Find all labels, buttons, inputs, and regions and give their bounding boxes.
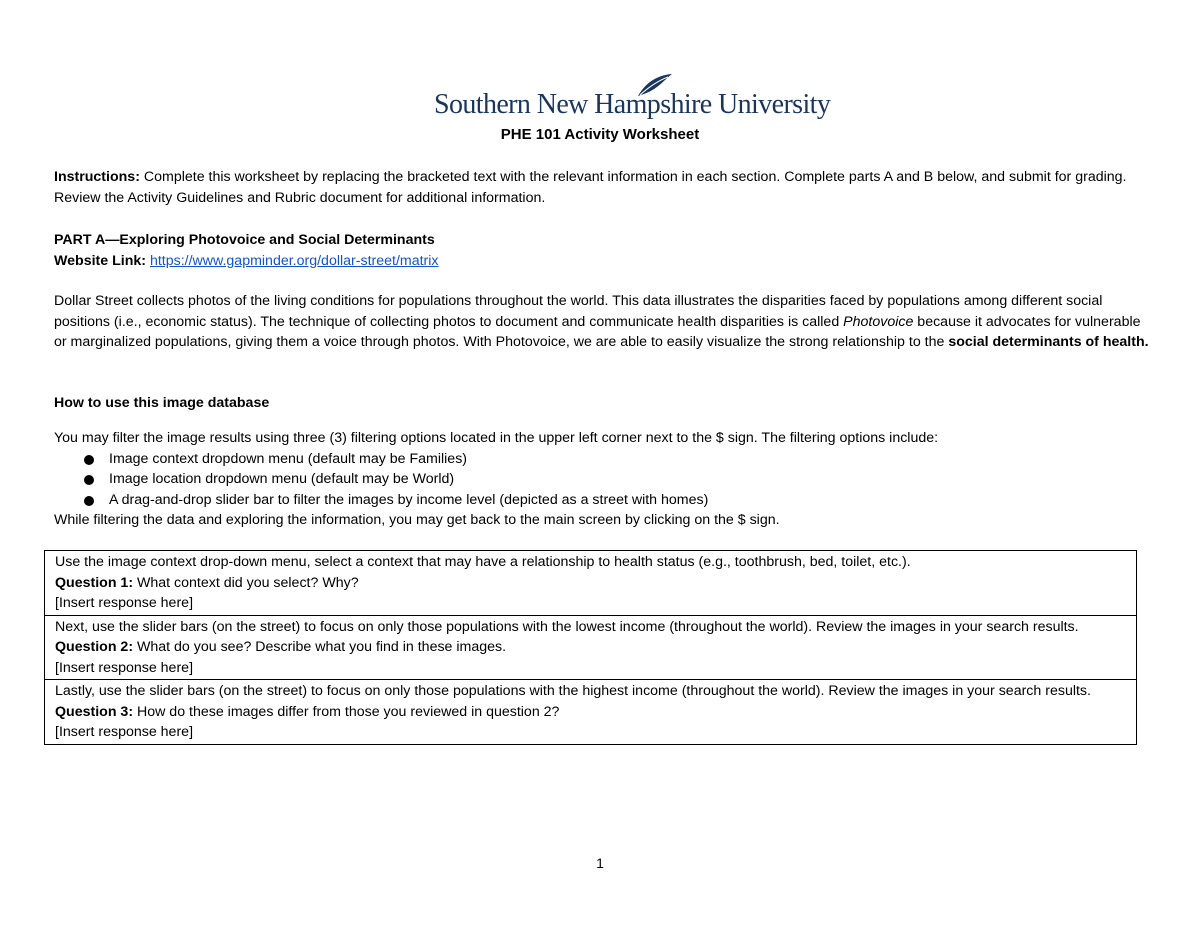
university-logo [434, 72, 831, 124]
bullet-icon [84, 475, 94, 485]
list-item-text: A drag-and-drop slider bar to filter the images by income level (depicted as a street with homes) [109, 491, 709, 508]
part-a-heading: PART A—Exploring Photovoice and Social Determinants [54, 232, 435, 248]
bullet-icon [84, 455, 94, 465]
paragraph-text-1: Dollar Street collects photos of the living conditions for populations throughout the world. This data illustrates the disparities faced by populations among different social positions (i.e., economic status). The technique of collecting photos to document and communicate health disparities is called [54, 293, 1103, 330]
paragraph-italic: Photovoice [843, 313, 914, 330]
question-1-response[interactable]: [Insert response here] [55, 595, 194, 611]
question-cell-2 [45, 615, 1137, 680]
howto-heading [54, 393, 1154, 414]
instructions-label: Instructions: [54, 169, 140, 185]
question-3-prompt: Lastly, use the slider bars (on the street) to focus on only those populations with the highest income (throughout the world). Review the images in your search results. [55, 683, 1091, 699]
filter-options-list [54, 449, 1154, 511]
page-title: PHE 101 Activity Worksheet [500, 126, 700, 143]
paragraph-text-2: because it advocates for vulnerable or marginalized populations, giving them a voice through photos. With Photovoice, we are able to easily visualize the strong relationship to the [54, 313, 1141, 350]
question-2-label: Question 2: [55, 639, 134, 655]
logo-text: Southern New Hampshire University [434, 89, 831, 120]
question-cell-1 [45, 551, 1137, 616]
table-row [45, 680, 1137, 745]
website-link[interactable]: https://www.gapminder.org/dollar-street/matrix [149, 252, 439, 269]
intro-paragraph [54, 291, 1154, 353]
table-row [45, 615, 1137, 680]
questions-table [44, 550, 1137, 745]
list-item [54, 469, 1154, 490]
website-link-label: Website Link: [54, 252, 146, 269]
question-3-label: Question 3: [55, 703, 134, 720]
paragraph-bold: social determinants of health. [948, 334, 1149, 350]
part-a-header [54, 230, 1154, 271]
page-number: 1 [596, 855, 604, 871]
list-item-text: Image context dropdown menu (default may be Families) [109, 450, 468, 467]
list-item [54, 449, 1154, 470]
question-1-label: Question 1: [55, 574, 134, 591]
filter-intro-text: You may filter the image results using three (3) filtering options located in the upper left corner next to the $ sign. The filtering options include: [54, 430, 939, 446]
table-row [45, 551, 1137, 616]
question-1-prompt: Use the image context drop-down menu, select a context that may have a relationship to health status (e.g., toothbrush, bed, toilet, etc.). [55, 554, 911, 570]
list-item [54, 490, 1154, 511]
question-1-text: What context did you select? Why? [133, 574, 359, 591]
filter-outro-text: While filtering the data and exploring the information, you may get back to the main screen by clicking on the $ sign. [54, 512, 780, 528]
question-cell-3 [45, 680, 1137, 745]
howto-heading-text: How to use this image database [54, 395, 270, 411]
filter-section [54, 428, 1154, 531]
question-2-prompt: Next, use the slider bars (on the street) to focus on only those populations with the lowest income (throughout the world). Review the images in your search results. [55, 618, 1079, 635]
list-item-text: Image location dropdown menu (default may be World) [109, 471, 455, 487]
instructions-text: Complete this worksheet by replacing the bracketed text with the relevant information in each section. Complete parts A and B below, and submit for grading. Review the Activity Guidelines and Rubric document for additional information. [54, 169, 1127, 206]
question-3-text: How do these images differ from those you reviewed in question 2? [133, 703, 560, 720]
question-2-text: What do you see? Describe what you find in these images. [133, 639, 507, 655]
question-3-response[interactable]: [Insert response here] [55, 724, 194, 740]
bullet-icon [84, 496, 94, 506]
question-2-response[interactable]: [Insert response here] [55, 659, 194, 676]
instructions [54, 167, 1154, 208]
